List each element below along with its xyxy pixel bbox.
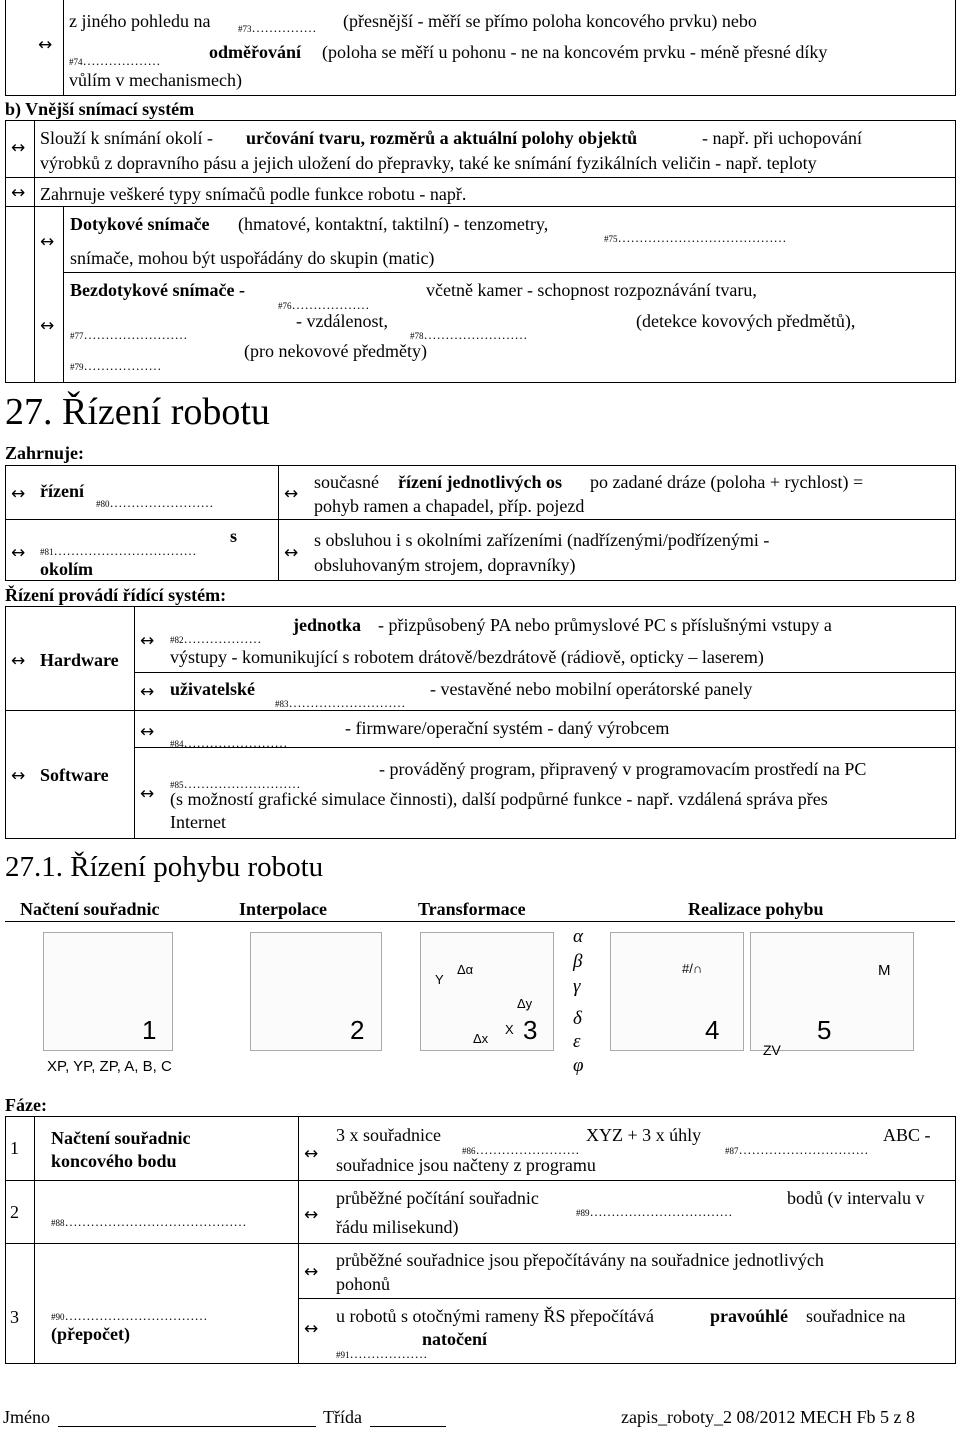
top-line2-rest: (poloha se měří u pohonu - ne na koncovém prvku - méně přesné díky xyxy=(322,42,828,62)
phase2-desc-c: řádu milisekund) xyxy=(336,1217,459,1237)
phase1-desc-d: souřadnice jsou načteny z programu xyxy=(336,1155,596,1175)
blank-88: #88…………………………………… xyxy=(51,1214,247,1229)
sw-row2-line3: Internet xyxy=(170,812,226,832)
arrow-icon: ↔ xyxy=(11,543,26,563)
box-right-border xyxy=(955,0,956,95)
noncontact-a: včetně kamer - schopnost rozpoznávání tvaru, xyxy=(426,280,757,300)
blank-79: #79……………… xyxy=(70,358,162,373)
phase1-name-b: koncového bodu xyxy=(51,1151,177,1171)
hw-row1-bold: jednotka xyxy=(293,615,362,635)
phase1-name-a: Načtení souřadnic xyxy=(51,1128,191,1148)
footer-jmeno-field[interactable] xyxy=(58,1426,316,1427)
greek-beta: β xyxy=(573,951,583,972)
cs-right xyxy=(955,606,956,838)
phase3-desc2-a: u robotů s otočnými rameny ŘS přepočítává xyxy=(336,1306,654,1326)
sb-bottom xyxy=(5,382,956,383)
sb-row2: Zahrnuje veškeré typy snímačů podle funkce robotu - např. xyxy=(40,184,467,204)
noncontact-b: - vzdálenost, xyxy=(296,311,388,331)
zh-top xyxy=(5,465,956,466)
blank-89: #89…………………………… xyxy=(576,1204,733,1219)
ph-col1 xyxy=(34,1116,35,1363)
sb-row1-bold: určování tvaru, rozměrů a aktuální polohy objektů xyxy=(246,128,638,148)
arrow-icon: ↔ xyxy=(140,722,155,742)
phase3-desc2-b: souřadnice na xyxy=(806,1306,906,1326)
sw-row2-rest: - prováděný program, připravený v programovacím prostředí na PC xyxy=(379,759,867,779)
contact-sensors-rest: (hmatové, kontaktní, taktilní) - tenzometry, xyxy=(238,214,549,234)
cs-hw-sw-divider xyxy=(5,710,956,711)
panel3-dx: Δx xyxy=(473,1031,489,1046)
greek-gamma: γ xyxy=(573,976,581,997)
phase3-desc1-a: průběžné souřadnice jsou přepočítávány na souřadnice jednotlivých xyxy=(336,1250,824,1270)
arrow-icon: ↔ xyxy=(140,631,155,651)
footer-trida-field[interactable] xyxy=(370,1426,446,1427)
hw-row2-rest: - vestavěné nebo mobilní operátorské panely xyxy=(430,679,753,699)
greek-epsilon: ε xyxy=(573,1031,581,1052)
phase1-desc-b: XYZ + 3 x úhly xyxy=(586,1125,702,1145)
arrow-icon: ↔ xyxy=(304,1144,319,1164)
arrow-icon: ↔ xyxy=(40,316,55,336)
fig-col2-header: Interpolace xyxy=(239,899,327,919)
arrow-icon: ↔ xyxy=(140,784,155,804)
blank-82: #82……………… xyxy=(170,631,262,646)
zh-item1-desc-c: pohyb ramen a chapadel, příp. pojezd xyxy=(314,496,585,516)
sb-sub-divider xyxy=(63,272,956,273)
sw-row2-line2: (s možností grafické simulace činnosti), další podpůrné funkce - např. vzdálená správa přes xyxy=(170,789,828,809)
top-line1-a: z jiného pohledu na xyxy=(69,11,211,31)
zh-col xyxy=(278,465,279,581)
sb-row1-c: výrobků z dopravního pásu a jejich uložení do přepravky, také ke snímání fyzikálních veličin - např. teploty xyxy=(40,153,817,173)
sb-row1-b: - např. při uchopování xyxy=(702,128,862,148)
arrow-icon: ↔ xyxy=(11,651,26,671)
greek-delta: δ xyxy=(573,1008,582,1029)
panel5-number: 5 xyxy=(817,1015,832,1045)
arrow-icon: ↔ xyxy=(11,183,26,203)
ph-top xyxy=(5,1116,956,1117)
sb-row1-a: Slouží k snímání okolí - xyxy=(40,128,213,148)
sw-row1-rest: - firmware/operační systém - daný výrobcem xyxy=(345,718,670,738)
panel4-box-label: #/∩ xyxy=(682,961,703,976)
blank-85: #85……………………… xyxy=(170,776,301,791)
arrow-icon: ↔ xyxy=(11,484,26,504)
zh-item2-desc-b: obsluhovaným strojem, dopravníky) xyxy=(314,555,576,575)
panel2-number: 2 xyxy=(350,1015,365,1045)
box-bottom-border xyxy=(5,95,956,96)
sb-inner xyxy=(34,120,35,382)
contact-sensors-bold: Dotykové snímače xyxy=(70,214,210,234)
sb-sub-left xyxy=(63,206,64,382)
phase1-desc-c: ABC - xyxy=(883,1125,931,1145)
arrow-icon: ↔ xyxy=(304,1205,319,1225)
ph-bottom xyxy=(5,1363,956,1364)
hardware-label: Hardware xyxy=(40,650,119,670)
sb-row2-bottom xyxy=(5,206,956,207)
ph-row3-split xyxy=(298,1298,956,1299)
fig-col1-header: Načtení souřadnic xyxy=(20,899,160,919)
hw-row1-rest: - přizpůsobený PA nebo průmyslové PC s příslušnými vstupy a xyxy=(378,615,832,635)
fig-col3-header: Transformace xyxy=(418,899,526,919)
fig-col4-header: Realizace pohybu xyxy=(688,899,824,919)
box-inner-border xyxy=(63,0,64,95)
zahrnuje-label: Zahrnuje: xyxy=(5,443,85,463)
hw-row1-line2: výstupy - komunikující s robotem drátově/bezdrátově (rádiově, opticky – laserem) xyxy=(170,647,764,667)
blank-80: #80…………………… xyxy=(96,495,214,510)
arrow-icon: ↔ xyxy=(40,232,55,252)
blank-73: #73…………… xyxy=(238,20,317,35)
heading-27: 27. Řízení robotu xyxy=(5,391,270,433)
panel3-dy: Δy xyxy=(517,996,533,1011)
sb-row1-bottom xyxy=(5,177,956,178)
top-line3: vůlím v mechanismech) xyxy=(69,70,242,90)
zh-bottom xyxy=(5,580,956,581)
zh-item2-desc-a: s obsluhou i s okolními zařízeními (nadřízenými/podřízenými - xyxy=(314,530,770,550)
zh-item1-bold: řízení xyxy=(40,481,84,501)
zv-label: ZV xyxy=(763,1042,781,1058)
arrow-icon: ↔ xyxy=(140,682,155,702)
blank-76: #76……………… xyxy=(278,297,370,312)
footer-info: zapis_roboty_2 08/2012 MECH Fb 5 z 8 xyxy=(621,1407,915,1427)
cs-col xyxy=(134,606,135,838)
phase2-number: 2 xyxy=(10,1202,19,1222)
blank-81: #81…………………………… xyxy=(40,543,197,558)
blank-90: #90…………………………… xyxy=(51,1308,208,1323)
blank-91: #91……………… xyxy=(336,1346,428,1361)
phase1-desc-a: 3 x souřadnice xyxy=(336,1125,441,1145)
box-left-border xyxy=(5,0,6,95)
sb-left xyxy=(5,120,6,382)
blank-86: #86…………………… xyxy=(462,1142,580,1157)
phase3-desc2-bold: pravoúhlé xyxy=(710,1306,789,1326)
panel3-number: 3 xyxy=(523,1015,538,1045)
blank-78: #78…………………… xyxy=(410,327,528,342)
top-line1-b: (přesnější - měří se přímo poloha koncového prvku) nebo xyxy=(343,11,757,31)
zh-item2-bold: okolím xyxy=(40,559,94,579)
panel-motor-image xyxy=(750,932,914,1051)
cs-bottom xyxy=(5,838,956,839)
ph-col2 xyxy=(298,1116,299,1363)
panel3-x: X xyxy=(505,1022,514,1037)
arrow-icon: ↔ xyxy=(304,1319,319,1339)
blank-74: #74……………… xyxy=(69,53,161,68)
zh-item1-desc-a: současné xyxy=(314,472,379,492)
zh-item2-s: s xyxy=(230,526,238,546)
panel1-coords: XP, YP, ZP, A, B, C xyxy=(47,1058,172,1075)
blank-75: #75………………………………… xyxy=(604,230,787,245)
zh-left xyxy=(5,465,6,581)
ph-right xyxy=(955,1116,956,1363)
zh-item1-desc-b: po zadané dráze (poloha + rychlost) = xyxy=(590,472,864,492)
panel5-motor: M xyxy=(878,962,891,979)
blank-77: #77…………………… xyxy=(70,327,188,342)
arrow-icon: ↔ xyxy=(304,1262,319,1282)
cs-left xyxy=(5,606,6,838)
zh-mid xyxy=(5,519,956,520)
zh-item1-desc-bold: řízení jednotlivých os xyxy=(398,472,562,492)
fig-header-line xyxy=(5,921,955,922)
phase3-desc2-c: natočení xyxy=(422,1329,487,1349)
arrow-icon: ↔ xyxy=(38,35,53,55)
top-line2-bold: odměřování xyxy=(209,42,301,62)
heading-27-1: 27.1. Řízení pohybu robotu xyxy=(5,851,324,883)
sb-top xyxy=(5,120,956,121)
footer-jmeno-label: Jméno xyxy=(3,1407,50,1427)
panel3-y: Y xyxy=(435,972,444,987)
blank-87: #87………………………… xyxy=(725,1142,869,1157)
ph-row1-bottom xyxy=(5,1180,956,1181)
phase3-desc1-b: pohonů xyxy=(336,1274,390,1294)
contact-sensors-line2: snímače, mohou být uspořádány do skupin (matic) xyxy=(70,248,435,268)
arrow-icon: ↔ xyxy=(11,138,26,158)
sb-right xyxy=(955,120,956,382)
zh-right xyxy=(955,465,956,581)
cs-top xyxy=(5,606,956,607)
noncontact-d: (pro nekovové předměty) xyxy=(244,341,427,361)
panel1-number: 1 xyxy=(142,1015,157,1045)
phase2-desc-a: průběžné počítání souřadnic xyxy=(336,1188,539,1208)
phase2-desc-b: bodů (v intervalu v xyxy=(787,1188,925,1208)
arrow-icon: ↔ xyxy=(284,543,299,563)
panel-drive-image xyxy=(610,932,744,1051)
arrow-icon: ↔ xyxy=(284,484,299,504)
hw-row2-bold: uživatelské xyxy=(170,679,255,699)
ph-left xyxy=(5,1116,6,1363)
footer-trida-label: Třída xyxy=(323,1407,362,1427)
noncontact-c: (detekce kovových předmětů), xyxy=(636,311,856,331)
motion-figure xyxy=(5,895,956,1085)
control-system-title: Řízení provádí řídící systém: xyxy=(5,585,227,605)
phase3-number: 3 xyxy=(10,1307,19,1327)
phase3-name-b: (přepočet) xyxy=(51,1324,130,1344)
ph-row2-bottom xyxy=(5,1243,956,1244)
panel4-number: 4 xyxy=(705,1015,720,1045)
greek-phi: φ xyxy=(573,1055,584,1076)
blank-83: #83……………………… xyxy=(275,695,406,710)
blank-84: #84…………………… xyxy=(170,735,288,750)
software-label: Software xyxy=(40,765,109,785)
phases-label: Fáze: xyxy=(5,1095,47,1115)
cs-hw-row-divider xyxy=(134,672,956,673)
arrow-icon: ↔ xyxy=(11,766,26,786)
noncontact-bold: Bezdotykové snímače - xyxy=(70,280,245,300)
section-b-title: b) Vnější snímací systém xyxy=(5,99,195,119)
panel3-dalpha: Δα xyxy=(457,962,474,977)
greek-alpha: α xyxy=(573,926,583,947)
phase1-number: 1 xyxy=(10,1138,19,1158)
